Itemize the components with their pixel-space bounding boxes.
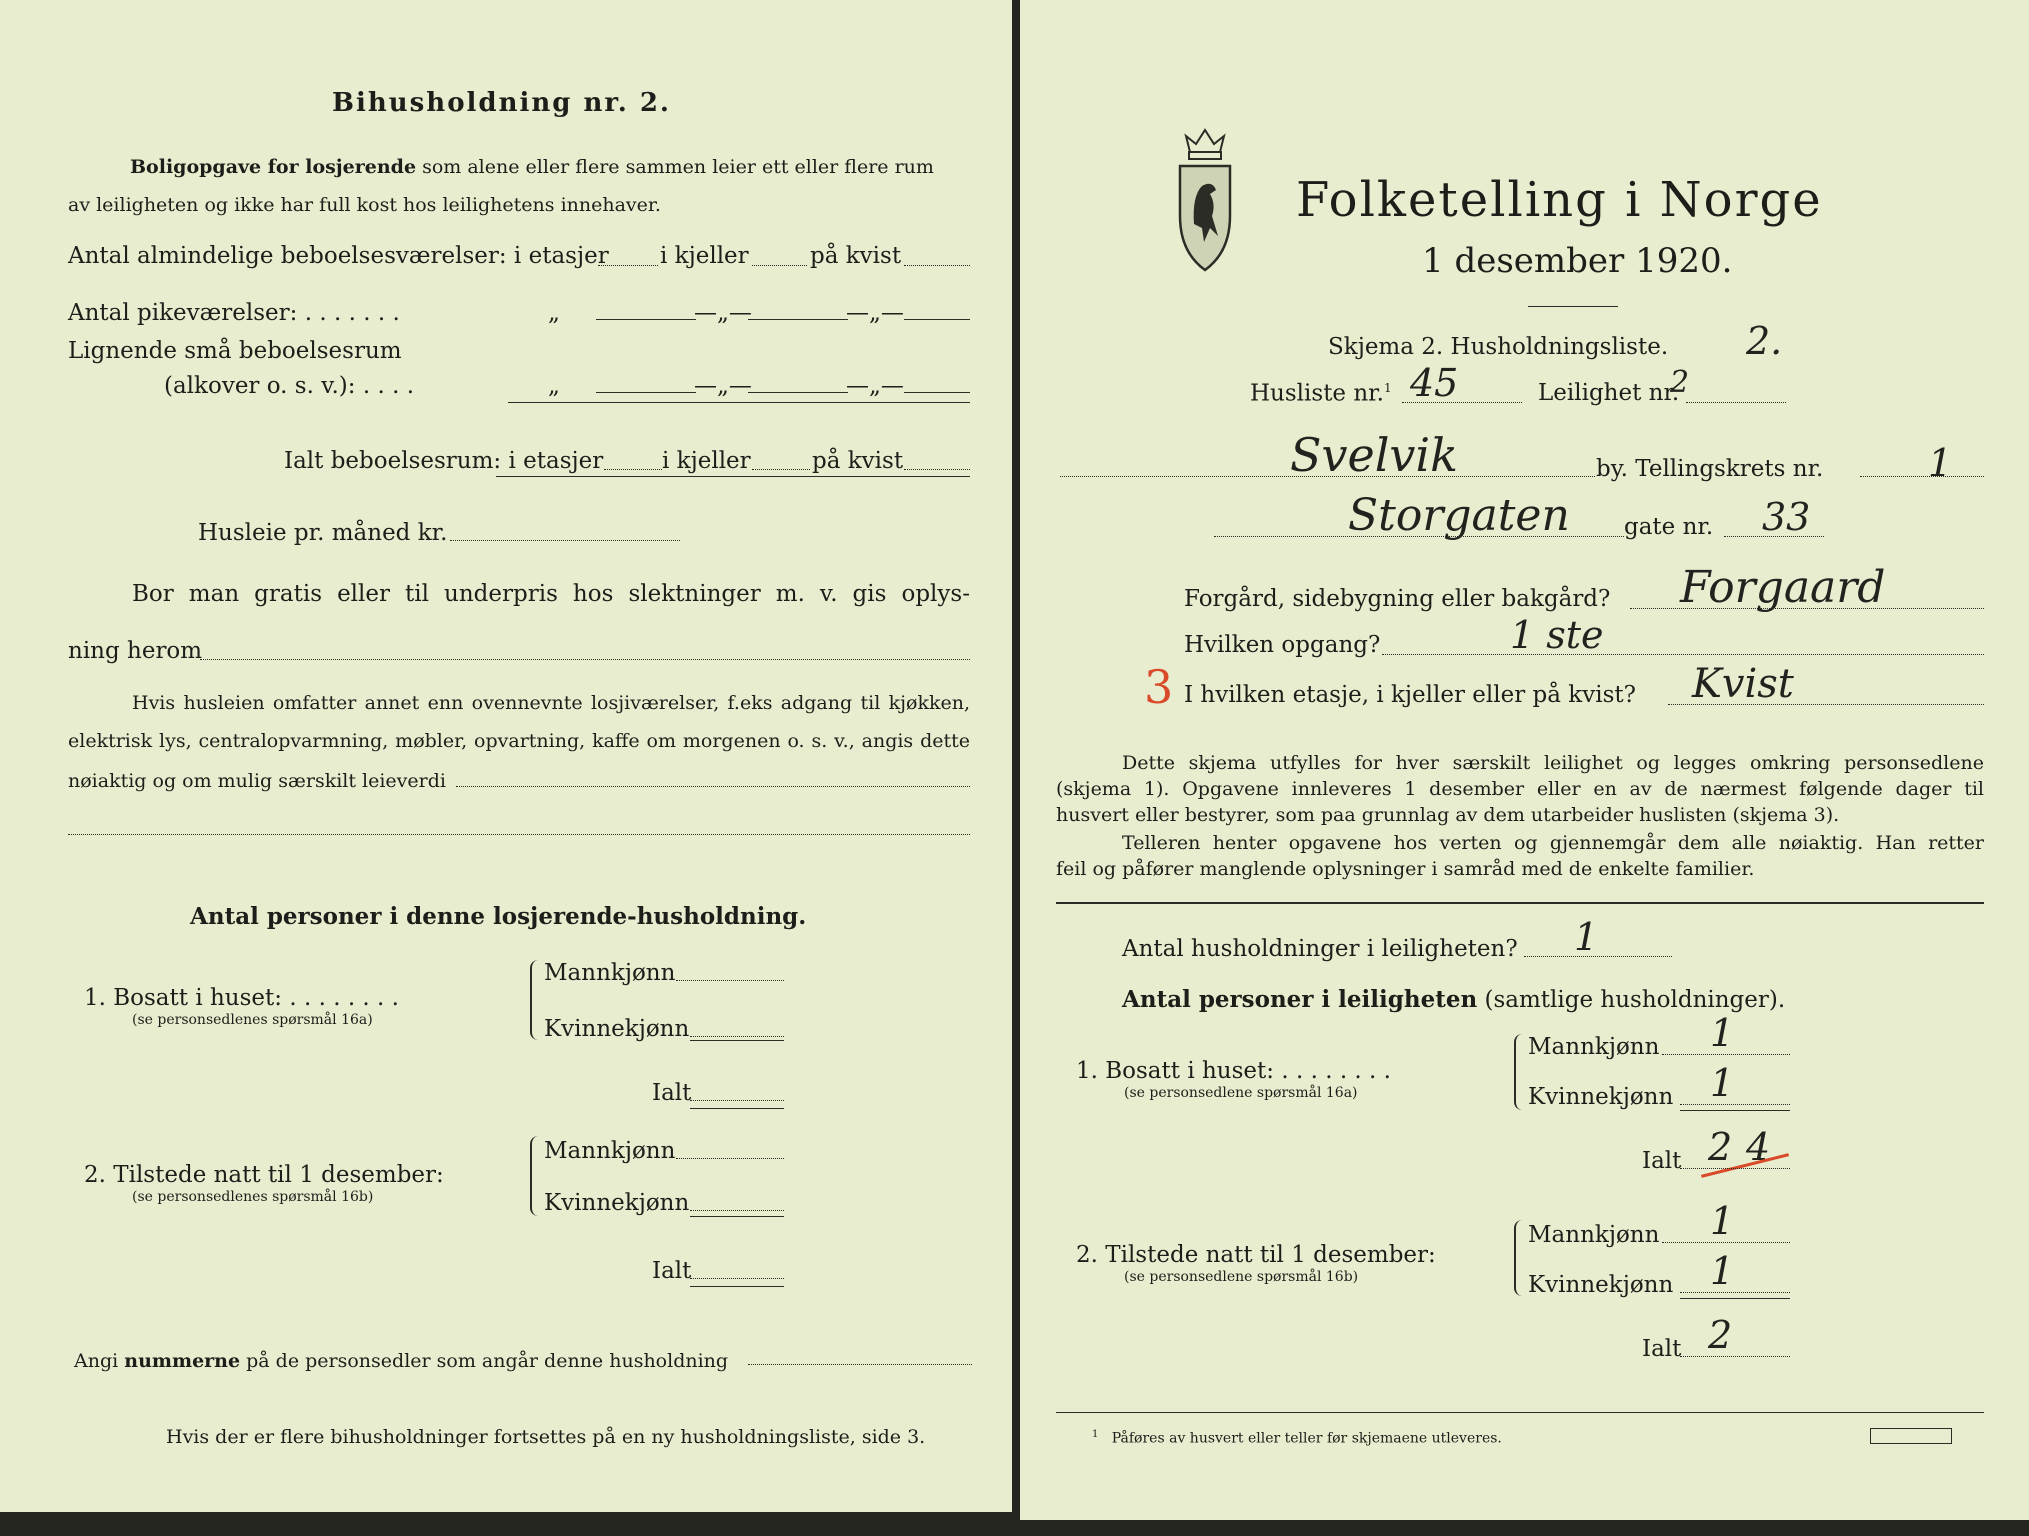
pike-dash-1: —„— <box>694 300 752 326</box>
rooms-etasjer-field[interactable] <box>598 265 658 266</box>
gratis-field[interactable] <box>200 659 970 660</box>
q1-kvinne-field[interactable] <box>690 1036 784 1037</box>
q1-ialt-label: Ialt <box>652 1080 692 1106</box>
date-rule <box>1528 306 1618 307</box>
alkover-dash-1: —„— <box>694 373 752 399</box>
r-q2-ref: (se personsedlene spørsmål 16b) <box>1124 1269 1359 1285</box>
rooms-kvist-label: på kvist <box>810 243 902 269</box>
q1-brace <box>530 960 542 1040</box>
alkover-dash-2: —„— <box>846 373 904 399</box>
opgang-value[interactable]: 1 ste <box>1510 613 1604 657</box>
husliste-value[interactable]: 45 <box>1410 361 1459 405</box>
q1-kvinne-label: Kvinnekjønn <box>544 1016 690 1042</box>
persons-bold: Antal personer i leiligheten <box>1122 986 1478 1013</box>
census-date: 1 desember 1920. <box>1422 241 1733 281</box>
q2-ialt-field[interactable] <box>690 1278 784 1279</box>
q2-brace <box>530 1136 542 1216</box>
r-q1-ialt-field <box>1680 1168 1790 1169</box>
r-q1-kvinne-field <box>1680 1104 1790 1105</box>
etasje-field <box>1668 704 1984 705</box>
angi-line <box>74 1352 728 1371</box>
lign-label: Lignende små beboelsesrum <box>68 338 402 364</box>
alkover-comma: „ <box>548 373 560 399</box>
q1-mann-field[interactable] <box>676 980 784 981</box>
leilighet-field <box>1686 402 1786 403</box>
hvis-line-2: elektrisk lys, centralopvarmning, møbler, opvartning, kaffe om morgenen o. s. v., angis dette <box>68 730 970 752</box>
intro-line-1 <box>130 158 934 177</box>
rooms-label: Antal almindelige beboelsesværelser: i etasjer <box>68 243 609 269</box>
ialt-rule <box>496 476 970 477</box>
q2-ialt-label: Ialt <box>652 1258 692 1284</box>
footnote-rule <box>1056 1412 1984 1413</box>
r-q2-ialt-field <box>1680 1356 1790 1357</box>
r-q2-kvinne-field <box>1680 1292 1790 1293</box>
forgard-field <box>1630 608 1984 609</box>
right-title: Folketelling i Norge <box>1296 172 1823 228</box>
intro-rest: som alene eller flere sammen leier ett eller flere rum <box>422 156 934 178</box>
footnote-mark: 1 <box>1092 1429 1099 1440</box>
gratis-line-1: Bor man gratis eller til underpris hos slektninger m. v. gis oplys- <box>132 581 970 607</box>
r-q2-brace <box>1514 1220 1526 1296</box>
ialt-etasjer-field[interactable] <box>604 469 662 470</box>
angi-pre: Angi <box>74 1350 119 1372</box>
left-footer: Hvis der er flere bihusholdninger fortsettes på en ny husholdningsliste, side 3. <box>166 1426 926 1448</box>
r-q2-mann-field <box>1662 1242 1790 1243</box>
q2-kvinne-field[interactable] <box>690 1210 784 1211</box>
r-q1-mann-field <box>1662 1054 1790 1055</box>
q2-sum-rule <box>690 1216 784 1217</box>
q2-kvinne-label: Kvinnekjønn <box>544 1190 690 1216</box>
forgard-value[interactable]: Forgaard <box>1680 562 1886 613</box>
gate-label: gate nr. <box>1624 514 1714 540</box>
krets-value[interactable]: 1 <box>1928 441 1953 485</box>
q1-label: 1. Bosatt i huset: . . . . . . . . <box>84 985 399 1011</box>
leilighet-label: Leilighet nr. <box>1538 380 1680 406</box>
town-value[interactable]: Svelvik <box>1290 428 1459 482</box>
intro-line-2: av leiligheten og ikke har full kost hos leilighetens innehaver. <box>68 194 661 216</box>
skjema-number: 2. <box>1746 319 1783 363</box>
q1-mann-label: Mannkjønn <box>544 960 676 986</box>
etasje-label: I hvilken etasje, i kjeller eller på kvist? <box>1184 682 1636 708</box>
ialt-kjeller-field[interactable] <box>752 469 810 470</box>
r-q1-brace <box>1514 1034 1526 1110</box>
info-line-3: husvert eller bestyrer, som paa grunnlag av dem utarbeider huslisten (skjema 3). <box>1056 804 1840 826</box>
q1-ref: (se personsedlenes spørsmål 16a) <box>132 1012 373 1028</box>
r-q1-ialt-label: Ialt <box>1642 1148 1682 1174</box>
r-q1-sum-rule <box>1680 1110 1790 1111</box>
skjema-label: Skjema 2. Husholdningsliste. <box>1328 334 1669 360</box>
q2-mann-field[interactable] <box>676 1158 784 1159</box>
footnote <box>1092 1430 1502 1446</box>
alkover-kjeller-field[interactable] <box>748 392 848 393</box>
r-q1-kvinne-value[interactable]: 1 <box>1710 1061 1735 1105</box>
angi-field[interactable] <box>748 1364 972 1365</box>
footnote-text: Påføres av husvert eller teller før skjemaene utleveres. <box>1111 1430 1502 1447</box>
leilighet-value[interactable]: 2 <box>1670 365 1690 400</box>
left-page <box>0 0 1012 1512</box>
r-q2-kvinne-value[interactable]: 1 <box>1710 1249 1735 1293</box>
alkover-etasjer-field[interactable] <box>596 392 696 393</box>
coat-of-arms-icon <box>1172 124 1238 274</box>
etasje-value[interactable]: Kvist <box>1692 661 1794 707</box>
rooms-kvist-field[interactable] <box>904 265 970 266</box>
pike-comma: „ <box>548 300 560 326</box>
info-line-1: Dette skjema utfylles for hver særskilt leilighet og legges omkring personsedlene <box>1122 752 1984 774</box>
r-q2-ialt-value[interactable]: 2 <box>1708 1313 1733 1357</box>
intro-bold: Boligopgave for losjerende <box>130 156 417 178</box>
street-field <box>1214 536 1624 537</box>
persons-rest: (samtlige husholdninger). <box>1484 987 1786 1013</box>
alkover-kvist-field[interactable] <box>904 392 970 393</box>
leieverdi-field[interactable] <box>456 786 970 787</box>
rooms-kjeller-label: i kjeller <box>660 243 749 269</box>
krets-field <box>1860 476 1984 477</box>
info-line-5: feil og påfører manglende oplysninger i samråd med de enkelte familier. <box>1056 858 1755 880</box>
left-title: Bihusholdning nr. 2. <box>332 88 671 118</box>
angi-rest: på de personsedler som angår denne husholdning <box>246 1350 729 1372</box>
r-q1-ref: (se personsedlene spørsmål 16a) <box>1124 1085 1358 1101</box>
hush-label: Antal husholdninger i leiligheten? <box>1122 936 1518 962</box>
r-q1-ialt-struck: 4 <box>1746 1125 1771 1169</box>
street-value[interactable]: Storgaten <box>1348 490 1570 541</box>
r-q2-ialt-label: Ialt <box>1642 1336 1682 1362</box>
q2-ialt-rule <box>690 1286 784 1287</box>
husliste-footnote-mark: 1 <box>1383 381 1392 395</box>
hush-value[interactable]: 1 <box>1574 915 1599 959</box>
hvis-line-3: nøiaktig og om mulig særskilt leieverdi <box>68 770 446 792</box>
q2-mann-label: Mannkjønn <box>544 1138 676 1164</box>
r-q2-sum-rule <box>1680 1298 1790 1299</box>
right-page <box>1020 0 2029 1520</box>
hush-field <box>1524 956 1672 957</box>
leieverdi-field-2[interactable] <box>68 834 970 835</box>
r-q1-mann-value[interactable]: 1 <box>1710 1011 1735 1055</box>
husliste-text: Husliste nr. <box>1250 380 1384 407</box>
angi-bold: nummerne <box>124 1350 241 1372</box>
persons-heading: Antal personer i denne losjerende-husholdning. <box>190 903 807 930</box>
opgang-label: Hvilken opgang? <box>1184 632 1381 658</box>
town-field <box>1060 476 1595 477</box>
r-q1-ialt-value[interactable]: 2 <box>1708 1125 1733 1169</box>
ialt-kvist-field[interactable] <box>904 469 970 470</box>
hvis-line-1: Hvis husleien omfatter annet enn ovennevnte losjiværelser, f.eks adgang til kjøkken, <box>132 692 970 714</box>
q1-sum-rule <box>690 1040 784 1041</box>
r-q1-label: 1. Bosatt i huset: . . . . . . . . <box>1076 1058 1391 1084</box>
ialt-kjeller-label: i kjeller <box>662 448 751 474</box>
gate-field <box>1724 536 1824 537</box>
r-q1-kvinne-label: Kvinnekjønn <box>1528 1084 1674 1110</box>
info-line-2: (skjema 1). Opgavene innleveres 1 desember eller en av de nærmest følgende dager til <box>1056 778 1984 800</box>
pike-label: Antal pikeværelser: . . . . . . . <box>68 300 400 326</box>
r-q1-mann-label: Mannkjønn <box>1528 1034 1660 1060</box>
ialt-rooms-label: Ialt beboelsesrum: i etasjer <box>284 448 604 474</box>
pike-dash-2: —„— <box>846 300 904 326</box>
husleie-field[interactable] <box>450 540 680 541</box>
husliste-field <box>1402 402 1522 403</box>
q2-label: 2. Tilstede natt til 1 desember: <box>84 1162 444 1188</box>
q1-ialt-field[interactable] <box>690 1100 784 1101</box>
forgard-label: Forgård, sidebygning eller bakgård? <box>1184 586 1611 612</box>
by-krets-label: by. Tellingskrets nr. <box>1596 456 1824 482</box>
q1-ialt-rule <box>690 1108 784 1109</box>
gratis-line-2: ning herom <box>68 638 203 664</box>
alkover-label: (alkover o. s. v.): . . . . <box>164 373 415 399</box>
pike-kvist-field[interactable] <box>904 319 970 320</box>
r-q2-mann-label: Mannkjønn <box>1528 1222 1660 1248</box>
pike-kjeller-field[interactable] <box>748 319 848 320</box>
opgang-field <box>1382 654 1984 655</box>
rooms-kjeller-field[interactable] <box>752 265 807 266</box>
sum-rule <box>508 402 970 403</box>
husliste-label <box>1250 382 1392 406</box>
red-pencil-mark: 3 <box>1144 660 1174 714</box>
r-q2-label: 2. Tilstede natt til 1 desember: <box>1076 1242 1436 1268</box>
r-q2-kvinne-label: Kvinnekjønn <box>1528 1272 1674 1298</box>
ialt-kvist-label: på kvist <box>812 448 904 474</box>
pike-etasjer-field[interactable] <box>596 319 696 320</box>
persons-line <box>1122 988 1785 1012</box>
info-line-4: Telleren henter opgavene hos verten og gjennemgår dem alle nøiaktig. Han retter <box>1122 832 1984 854</box>
info-rule <box>1056 902 1984 904</box>
r-q2-mann-value[interactable]: 1 <box>1710 1199 1735 1243</box>
q2-ref: (se personsedlenes spørsmål 16b) <box>132 1189 374 1205</box>
gate-value[interactable]: 33 <box>1762 495 1811 539</box>
husleie-label: Husleie pr. måned kr. <box>198 520 448 546</box>
printer-stamp <box>1870 1428 1952 1444</box>
